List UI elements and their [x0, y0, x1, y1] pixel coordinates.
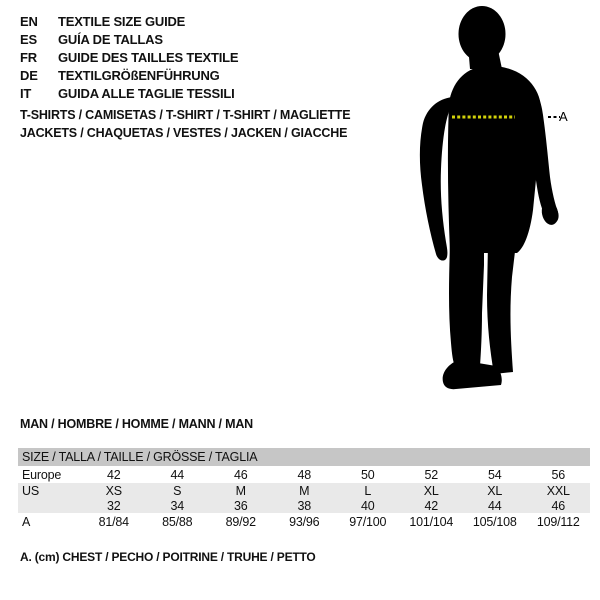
table-cell: 38 — [297, 498, 311, 513]
language-code: EN — [20, 14, 38, 29]
table-cell: 52 — [424, 467, 438, 482]
silhouette-shapes — [420, 6, 560, 389]
table-cell: 54 — [487, 467, 502, 482]
table-cell: 46 — [551, 498, 565, 513]
table-cell: 50 — [360, 467, 375, 482]
category-jackets: JACKETS / CHAQUETAS / VESTES / JACKEN / GIACCHE — [20, 126, 348, 140]
language-row — [20, 85, 238, 103]
language-code: FR — [20, 50, 37, 65]
language-label: GUÍA DE TALLAS — [58, 32, 163, 47]
size-table-header — [18, 448, 590, 466]
table-cell: 109/112 — [536, 514, 580, 529]
table-cell: 105/108 — [472, 514, 517, 529]
garment-categories — [20, 106, 350, 142]
language-list — [20, 13, 238, 103]
table-cell: 32 — [106, 498, 121, 513]
language-label: GUIDE DES TAILLES TEXTILE — [58, 50, 239, 65]
table-row-numeric — [18, 498, 590, 513]
language-code: IT — [20, 86, 32, 101]
size-table-header-label: SIZE / TALLA / TAILLE / GRÖSSE / TAGLIA — [22, 450, 258, 464]
table-cell: M — [235, 483, 246, 498]
language-code: DE — [20, 68, 38, 83]
table-cell: 81/84 — [98, 514, 129, 529]
table-cell: 36 — [233, 498, 248, 513]
table-cell: M — [299, 483, 310, 498]
language-row — [20, 13, 238, 31]
table-cell: 46 — [233, 467, 248, 482]
table-cell: 44 — [487, 498, 502, 513]
language-label: GUIDA ALLE TAGLIE TESSILI — [58, 86, 235, 101]
table-cell: 93/96 — [289, 514, 320, 529]
row-label: US — [22, 483, 39, 498]
table-cell: 56 — [551, 467, 565, 482]
table-row-us — [18, 483, 590, 498]
table-cell: 48 — [297, 467, 311, 482]
language-row — [20, 31, 238, 49]
table-cell: 42 — [424, 498, 438, 513]
table-cell: XL — [423, 483, 439, 498]
table-cell: 97/100 — [349, 514, 387, 529]
measurement-footnote: A. (cm) CHEST / PECHO / POITRINE / TRUHE / PETTO — [20, 550, 316, 564]
table-cell: 34 — [170, 498, 184, 513]
table-cell: 40 — [360, 498, 375, 513]
row-label: Europe — [22, 467, 62, 482]
table-row-chest — [18, 513, 590, 530]
table-cell: XL — [487, 483, 503, 498]
language-row — [20, 49, 238, 67]
table-cell: XXL — [546, 483, 570, 498]
row-label: A — [22, 514, 31, 529]
table-cell: 42 — [106, 467, 121, 482]
table-cell: S — [173, 483, 182, 498]
language-label: TEXTILE SIZE GUIDE — [58, 14, 186, 29]
table-cell: 101/104 — [409, 514, 454, 529]
language-label: TEXTILGRÖßENFÜHRUNG — [58, 68, 220, 83]
language-row — [20, 67, 238, 85]
table-cell: XS — [105, 483, 122, 498]
measurement-label-a: A — [559, 109, 568, 124]
table-cell: L — [364, 483, 372, 498]
table-cell: 44 — [170, 467, 184, 482]
size-table — [18, 448, 590, 530]
table-cell: 89/92 — [225, 514, 256, 529]
language-code: ES — [20, 32, 37, 47]
section-title-man: MAN / HOMBRE / HOMME / MANN / MAN — [20, 417, 253, 431]
man-silhouette — [412, 5, 572, 405]
table-row-europe — [18, 466, 590, 483]
table-cell: 85/88 — [162, 514, 193, 529]
category-tshirts: T-SHIRTS / CAMISETAS / T-SHIRT / T-SHIRT / MAGLIETTE — [20, 108, 351, 122]
